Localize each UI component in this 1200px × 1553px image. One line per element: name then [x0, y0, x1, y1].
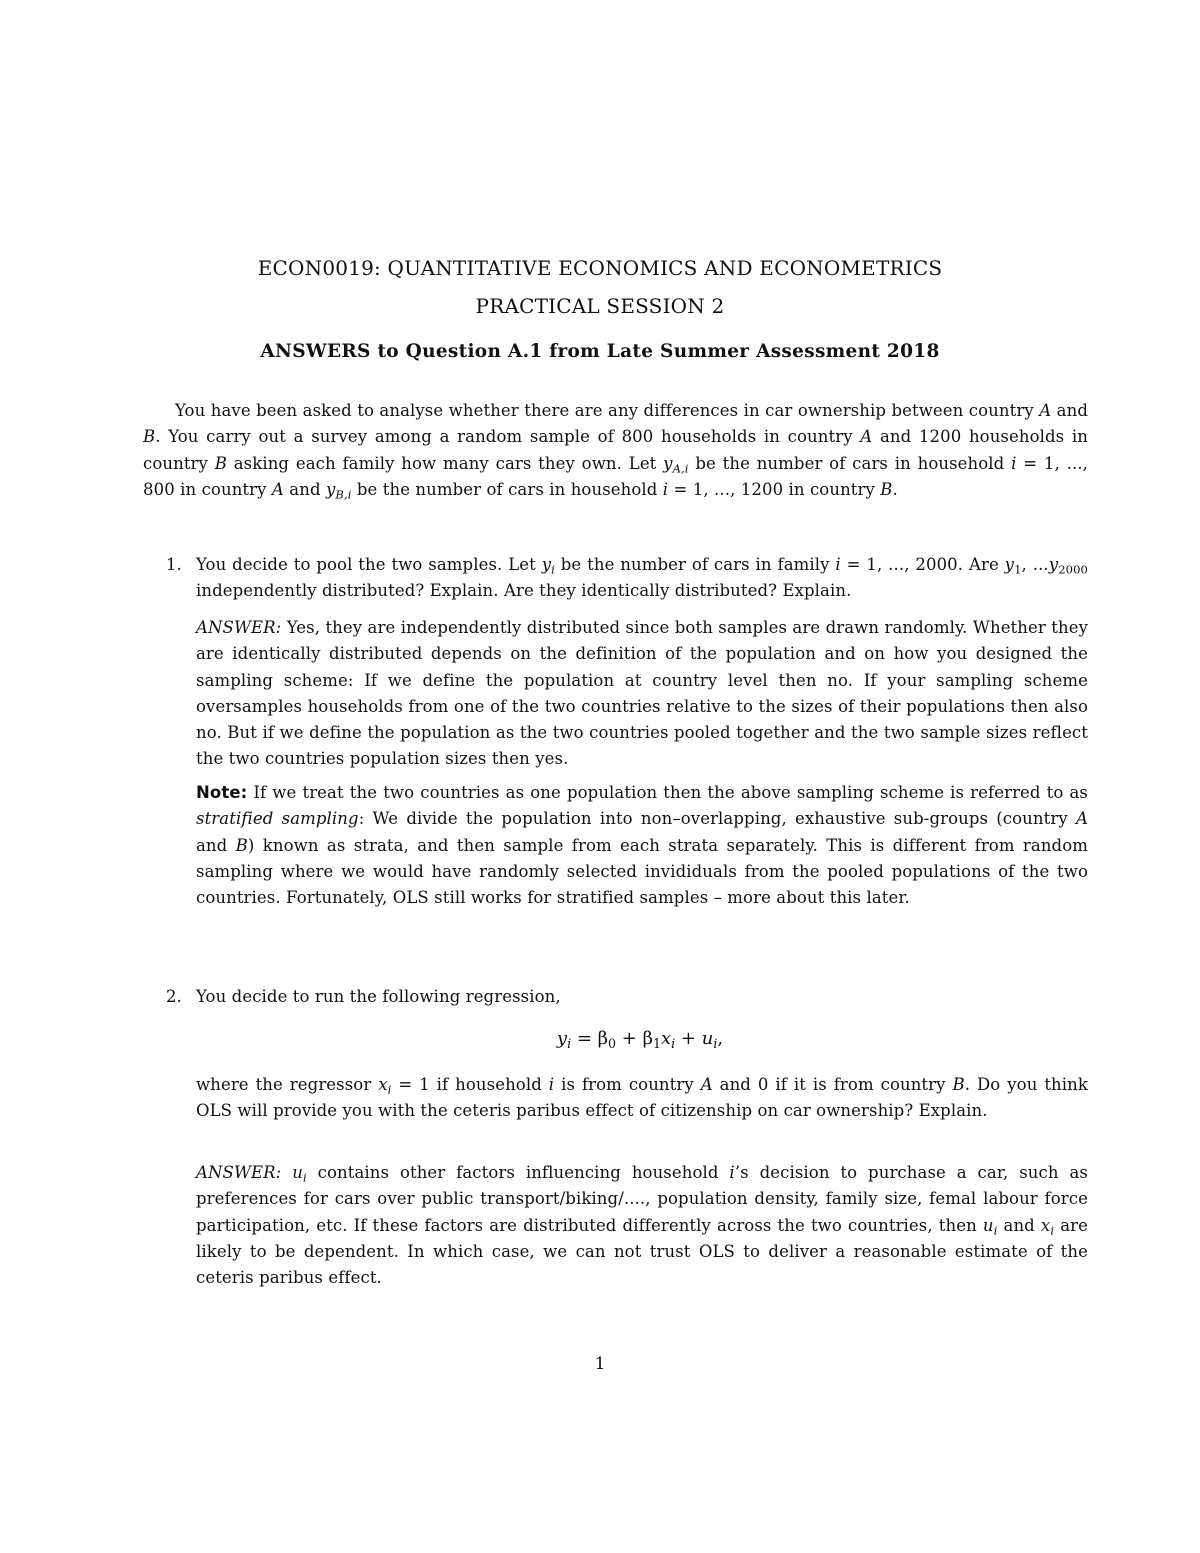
course-title: ECON0019: QUANTITATIVE ECONOMICS AND ECONOMETRICS	[257, 256, 943, 280]
question-1-note: Note: If we treat the two countries as one population then the above sampling scheme is referred to as stratified sampling: We divide the population into non–overlapping, exhaustive sub-groups (country A and B) known as strata, and then sample from each strata separately. This is different from random sampling where we would have randomly selected invididuals from the pooled populations of the two countries. Fortunately, OLS still works for stratified samples – more about this later.	[196, 783, 1089, 908]
answers-subtitle: ANSWERS to Question A.1 from Late Summer Assessment 2018	[260, 341, 940, 362]
question-2-regressor-description: where the regressor $x_i = 1$ if household i is from country A and 0 if it is from country B. Do you think OLS will provide you with the ceteris paribus effect of citizenship on car ownership? Explain.	[196, 1075, 1088, 1121]
page-number: 1	[594, 1354, 606, 1374]
question-1-text: You decide to pool the two samples. Let $y_i$ be the number of cars in family i = 1, ..., 2000. Are $y_1$, $...y_{2000}$ independently distributed? Explain. Are they identically distributed? Explain.	[196, 555, 1088, 601]
question-2-text: You decide to run the following regression,	[196, 987, 561, 1006]
intro-paragraph: You have been asked to analyse whether there are any differences in car ownership between country A and B. You carry out a survey among a random sample of 800 households in country A and 1200 households in country B asking each family how many cars they own. Let $y_{A,i}$ be the number of cars in household i = 1, ..., 800 in country A and $y_{B,i}$ be the number of cars in household i = 1, ..., 1200 in country B.	[143, 401, 1089, 502]
regression-equation: $y_i = \beta_0 + \beta_1x_i + u_i$,	[556, 1028, 724, 1051]
question-2-number: 2.	[166, 987, 182, 1006]
question-2-answer: ANSWER: $u_i$ contains other factors influencing household i’s decision to purchase a car, such as preferences for cars over public transport/biking/...., population density, family size, femal labour force participation, etc. If these factors are distributed differently across the two countries, then $u_i$ and $x_i$ are likely to be dependent. In which case, we can not trust OLS to deliver a reasonable estimate of the ceteris paribus effect.	[196, 1163, 1088, 1288]
session-title: PRACTICAL SESSION 2	[475, 294, 725, 318]
question-1-number: 1.	[166, 555, 182, 574]
question-1-answer: ANSWER: Yes, they are independently distributed since both samples are drawn randomly. Whether they are identically distributed depends on the definition of the population and on how you designed the sampling scheme: If we define the population at country level then no. If your sampling scheme oversamples households from one of the two countries relative to the sizes of their populations then also no. But if we define the population as the two countries pooled together and the two sample sizes reflect the two countries population sizes then yes.	[196, 618, 1088, 769]
